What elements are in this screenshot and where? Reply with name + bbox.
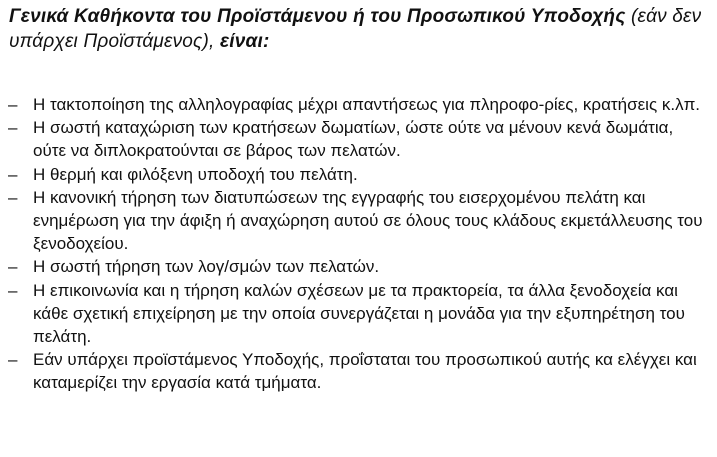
list-dash: – [8,350,18,370]
duties-list [8,93,708,395]
duty-text: Η κανονική τήρηση των διατυπώσεων της εγγραφής του εισερχομένου πελάτη και ενημέρωση για την άφιξη ή αναχώρηση αυτού σε όλους τους κλάδους εκμετάλλευσης του ξενοδοχείου. [33,187,703,254]
duty-item-relations [8,279,708,349]
duty-item-room-bookings [8,116,708,162]
duty-text: Εάν υπάρχει προϊστάμενος Υποδοχής, προΐσταται του προσωπικού αυτής κα ελέγχει και καταμερίζει την εργασία κατά τμήματα. [33,350,697,393]
duty-text: Η τακτοποίηση της αλληλογραφίας μέχρι απαντήσεως για πληροφο-ρίες, κρατήσεις κ.λπ. [33,95,701,114]
list-dash: – [8,95,18,114]
list-dash: – [8,280,18,300]
duty-text: Η σωστή καταχώριση των κρατήσεων δωματίων, ώστε ούτε να μένουν κενά δωμάτια, ούτε να διπλοκρατούνται σε βάρος των πελατών. [33,118,674,161]
heading-parenthetical: (εάν δεν υπάρχει Προϊστάμενος), [9,6,702,52]
heading-bold-title: Γενικά Καθήκοντα του Προϊστάμενου ή του Προσωπικού Υποδοχής [9,6,626,27]
list-dash: – [8,257,18,277]
duty-item-correspondence [8,93,708,116]
duty-item-registration [8,186,708,256]
duty-item-welcome [8,163,708,186]
section-heading [9,4,709,54]
duty-text: Η θερμή και φιλόξενη υποδοχή του πελάτη. [33,164,358,184]
duty-text: Η σωστή τήρηση των λογ/σμών των πελατών. [33,257,380,277]
list-dash: – [8,187,18,207]
duty-item-accounts [8,255,708,278]
list-dash: – [8,118,18,138]
list-dash: – [8,164,18,184]
heading-bold-ending: είναι: [219,31,270,52]
duty-text: Η επικοινωνία και η τήρηση καλών σχέσεων με τα πρακτορεία, τα άλλα ξενοδοχεία και κάθε σχετική επιχείρηση με την οποία συνεργάζεται η μονάδα για την εξυπηρέτηση του πελάτη. [33,280,685,347]
duty-item-supervision [8,348,708,394]
